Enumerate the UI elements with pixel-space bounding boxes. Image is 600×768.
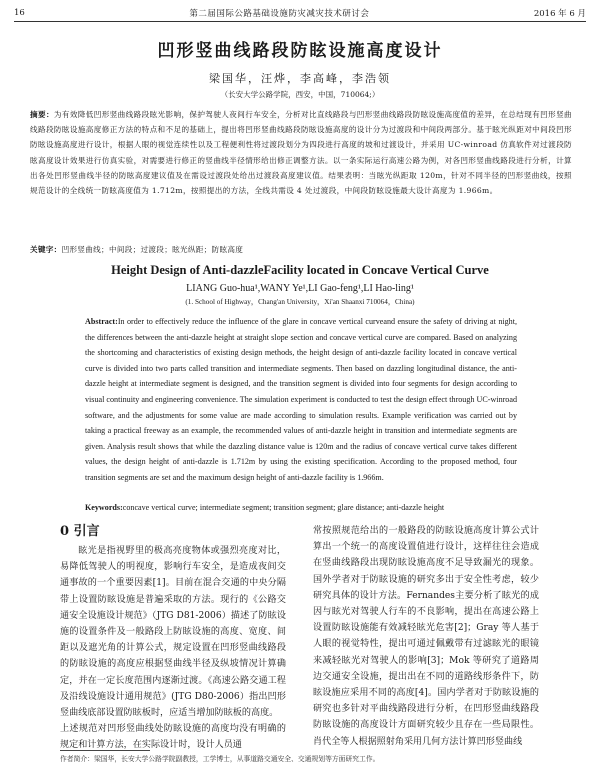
issue-date: 2016 年 6 月 <box>533 9 586 19</box>
chinese-keywords-label: 关键字： <box>30 245 62 254</box>
body-right-column <box>313 523 539 750</box>
body-left-column <box>60 523 286 754</box>
running-header <box>14 8 586 22</box>
footnote: 作者简介：梁国华，长安大学公路学院副教授，工学博士，从事道路交通安全、交通规划等方面研究工作。 <box>60 755 380 763</box>
body-paragraph: 常按照规范给出的一般路段的防眩设施高度计算公式计算出一个统一的高度设置值进行设计，这样往往会造成在竖曲线路段出现防眩设施高度不足导致漏光的现象。国外学者对于防眩设施的研究多出于安全性考虑，较少研究具体的设计方法。Fernandes主要分析了眩光的成因与眩光对驾驶人行车的不良影响，提出在高速公路上设置防眩设施能有效减轻眩光危害[2]；Gray 等人基于人眼的视觉特性，提出可通过佩戴带有过滤眩光的眼镜来减轻眩光对驾驶人的影响[3]；Mok 等研究了道路周边交通安全设施，提出出在不同的道路线形条件下，防眩设施应采用不同的高度[4]。国内学者对于防眩设施的研究也多针对平曲线路段进行分析，在凹形竖曲线路段防眩设施的高度设计方面研究较少且存在一些局限性。肖代全等人根据照射角采用几何方法计算凹形竖曲线 <box>313 526 539 747</box>
chinese-authors: 梁国华，汪烨，李高峰，李浩领 <box>209 72 391 85</box>
english-abstract-text: In order to effectively reduce the influence of the glare in concave vertical curveand ensure the safety of driving at night, the differences between the anti-dazzle height at straight slope section and concave vertical curve are compared. Based on analyzing the shortcoming and characteristics of existing design methods, the height design of anti-dazzle facility located in concave vertical curve is divided into two parts called transition and intermediate segments. Then based on dazzling longitudinal distance, the anti-dazzle height at intermediate segment is designed, and the transition segment is divided into four segments for design according to visual continuity and engineering convenience. The simulation experiment is conducted to test the design effect through UC-winroad software, and the adjustments for some value are made according to simulation results. Example verification was carried out by taking a practical freeway as an example, the recommended values of anti-dazzle height in transition and intermediate segments are given. Analysis result shows that while the dazzling distance value is 120m and the radius of concave vertical curve takes different values, the design height of anti-dazzle is 1.712m by using the existing specification. According to the proposed method, four transition segments are set and the maximum design height of anti-dazzle facility is 1.966m. <box>85 317 517 482</box>
page-number: 16 <box>14 8 25 18</box>
chinese-abstract-text: 为有效降低凹形竖曲线路段眩光影响，保护驾驶人夜间行车安全，分析对比直线路段与凹形竖曲线路段防眩设施高度值的差异，在总结现有凹形竖曲线路段防眩设施高度修正方法的特点和不足的基础上，提出将凹形竖曲线路段防眩设施高度的设计分为过渡段和中间段两部分。基于眩光纵距对中间段凹形防眩设施高度进行设计，根据人眼的视觉连续性以及工程便利性将过渡段划分为四段进行高度的坡和过渡设计，并采用 UC-winroad 仿真软件对过渡段防眩高度设计效果进行仿真实验，对需要进行修正的竖曲线半径情形给出修正调整方法。以一条实际运行高速公路为例，对各凹形竖曲线路段进行分析，计算出各处凹形竖曲线半径的防眩高度建议值及在需设过渡段处给出过渡段高度建议值。结果表明：当眩光纵距取 120m，针对不同半径的凹形竖曲线，按照规范设计的全线统一防眩高度值为 1.712m，按照提出的方法，全线共需设 4 处过渡段，中间段防眩设施最大设计高度为 1.966m。 <box>30 110 572 196</box>
english-keywords <box>85 503 517 512</box>
chinese-abstract <box>30 107 572 198</box>
chinese-keywords-text: 凹形竖曲线；中间段；过渡段；眩光纵距；防眩高度 <box>61 245 244 254</box>
chinese-title: 凹形竖曲线路段防眩设施高度设计 <box>157 41 443 61</box>
conference-name: 第二届国际公路基础设施防灾减灾技术研讨会 <box>189 9 370 19</box>
footnote-divider <box>60 750 150 751</box>
english-keywords-text: concave vertical curve; intermediate segment; transition segment; glare distance; anti-dazzle height <box>122 503 445 512</box>
english-abstract-label: Abstract: <box>85 317 118 326</box>
chinese-abstract-label: 摘要： <box>30 110 54 119</box>
english-title: Height Design of Anti-dazzleFacility located in Concave Vertical Curve <box>111 263 489 277</box>
body-paragraph: 上述规范对凹形竖曲线处防眩设施的高度均没有明确的规定和计算方法，在实际设计时，设计人员通 <box>60 724 286 751</box>
chinese-keywords <box>30 244 572 255</box>
chinese-affiliation: （长安大学公路学院，西安，中国，710064;） <box>220 90 380 99</box>
english-authors: LIANG Guo-hua¹,WANY Ye¹,LI Gao-feng¹,LI Hao-ling¹ <box>186 283 414 294</box>
english-affiliation: (1. School of Highway，Chang'an University，Xi'an Shaanxi 710064，China) <box>185 298 415 306</box>
english-keywords-label: Keywords: <box>85 503 123 512</box>
section-title-introduction: 0 引言 <box>60 524 100 539</box>
body-paragraph: 眩光是指视野里的极高亮度物体或强烈亮度对比，易降低驾驶人的明视度，影响行车安全，是造成夜间交通事故的一个重要因素[1]。目前在混合交通的中央分隔带上设置防眩设施是普遍采取的方法。现行的《公路交通安全设施设计规范》（JTG D81-2006）描述了防眩设施的设置条件及一般路段上防眩设施的高度、宽度、间距以及遮光角的计算公式，规定设置在凹形竖曲线路段的防眩设施的高度应根据竖曲线半径及纵坡情况计算确定，并在一定长度范围内逐渐过渡。《高速公路交通工程及沿线设施设计通用规范》(JTG D80-2006）指出凹形竖曲线底部设置防眩板时，应适当增加防眩板的高度。 <box>60 546 286 719</box>
english-abstract <box>85 314 517 486</box>
